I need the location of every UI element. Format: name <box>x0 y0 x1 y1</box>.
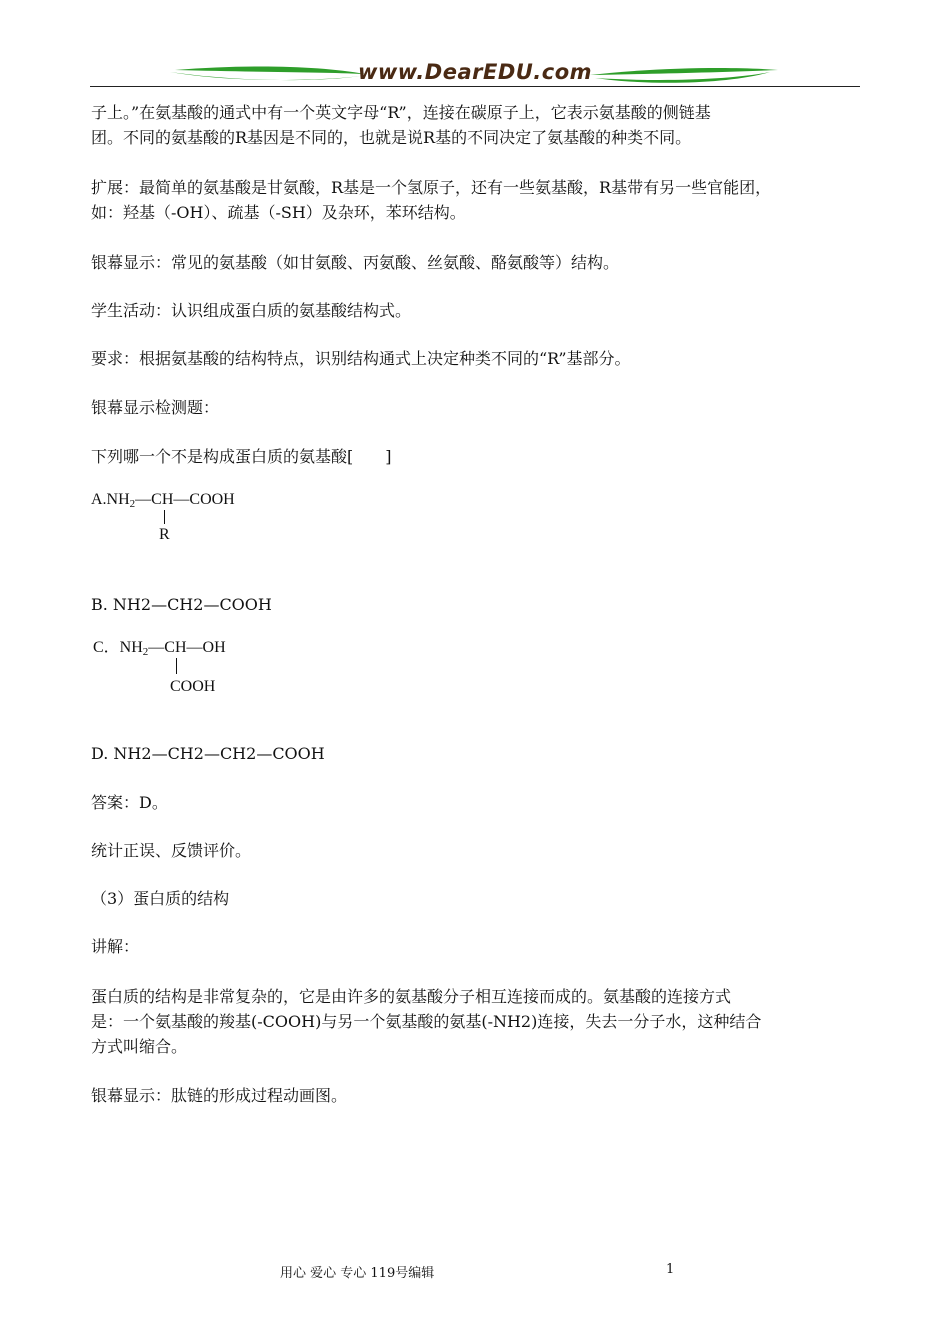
question-stem: 下列哪一个不是构成蛋白质的氨基酸[ ] <box>91 447 392 466</box>
page-number: 1 <box>666 1262 675 1277</box>
option-a-r-group: R <box>159 526 170 543</box>
option-d: D. NH2—CH2—CH2—COOH <box>91 744 325 763</box>
option-a-formula <box>91 490 235 511</box>
option-c-formula <box>93 638 226 659</box>
site-logo-text: www.DearEDU.com <box>357 60 593 84</box>
option-b: B. NH2—CH2—COOH <box>91 595 272 614</box>
option-c-prefix: C．NH <box>93 639 143 656</box>
paragraph-r-group-line-2: 团。不同的氨基酸的R基因是不同的，也就是说R基的不同决定了氨基酸的种类不同。 <box>91 128 692 147</box>
paragraph-protein-line-1: 蛋白质的结构是非常复杂的，它是由许多的氨基酸分子相互连接而成的。氨基酸的连接方式 <box>91 987 732 1006</box>
option-a-chain: —CH—COOH <box>135 491 235 508</box>
option-a-bond-line <box>164 510 165 524</box>
paragraph-explanation-label: 讲解： <box>91 937 140 956</box>
paragraph-r-group-line-1: 子上。”在氨基酸的通式中有一个英文字母“R”，连接在碳原子上，它表示氨基酸的侧链基 <box>91 103 711 122</box>
answer: 答案：D。 <box>91 793 168 812</box>
paragraph-peptide-animation: 银幕显示：肽链的形成过程动画图。 <box>91 1086 348 1105</box>
paragraph-extension-line-2: 如：羟基（-OH）、疏基（-SH）及杂环，苯环结构。 <box>91 203 466 222</box>
paragraph-student-activity: 学生活动：认识组成蛋白质的氨基酸结构式。 <box>91 301 412 320</box>
option-c-subscript: 2 <box>142 646 149 658</box>
option-a-prefix: A.NH <box>91 491 130 508</box>
paragraph-extension-line-1: 扩展：最简单的氨基酸是甘氨酸，R基是一个氢原子，还有一些氨基酸，R基带有另一些官能团， <box>91 178 772 197</box>
paragraph-protein-line-2: 是：一个氨基酸的羧基(-COOH)与另一个氨基酸的氨基(-NH2)连接，失去一分子水，这种结合 <box>91 1012 762 1031</box>
paragraph-screen-display: 银幕显示：常见的氨基酸（如甘氨酸、丙氨酸、丝氨酸、酪氨酸等）结构。 <box>91 253 620 272</box>
option-c-chain: —CH—OH <box>148 639 226 656</box>
section-heading-protein-structure: （3）蛋白质的结构 <box>91 889 230 908</box>
option-a-subscript: 2 <box>129 498 136 510</box>
paragraph-requirement: 要求：根据氨基酸的结构特点，识别结构通式上决定种类不同的“R”基部分。 <box>91 349 631 368</box>
header-rule <box>90 86 860 87</box>
paragraph-protein-line-3: 方式叫缩合。 <box>91 1037 188 1056</box>
paragraph-statistics: 统计正误、反馈评价。 <box>91 841 252 860</box>
option-c-branch: COOH <box>170 678 216 695</box>
paragraph-test-question-heading: 银幕显示检测题： <box>91 398 220 417</box>
footer-text: 用心 爱心 专心 119号编辑 <box>280 1266 435 1281</box>
option-c-bond-line <box>176 658 177 674</box>
